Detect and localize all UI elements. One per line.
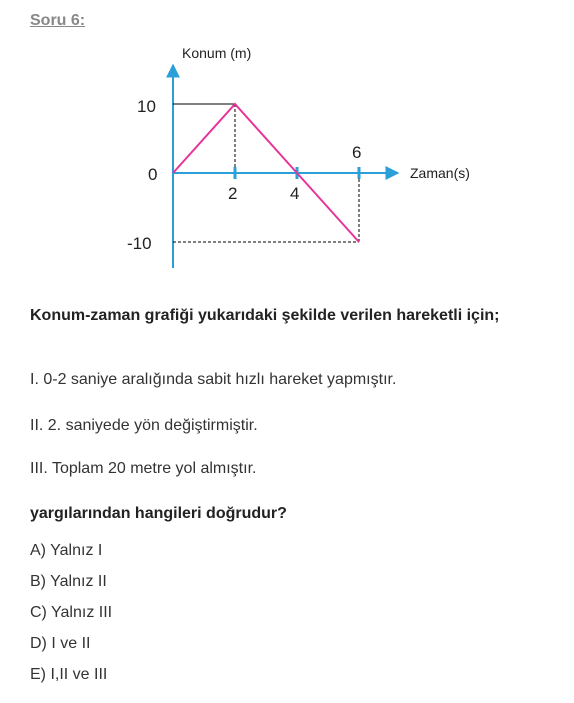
option-a[interactable]: A) Yalnız I	[30, 542, 103, 559]
question-stem: Konum-zaman grafiği yukarıdaki şekilde verilen hareketli için;	[30, 307, 500, 324]
y-axis-label: Konum (m)	[182, 45, 252, 61]
y-tick-label-neg10: -10	[127, 234, 152, 253]
option-c[interactable]: C) Yalnız III	[30, 604, 113, 621]
x-tick-label-6: 6	[352, 143, 362, 162]
x-axis-label: Zaman(s)	[410, 165, 470, 181]
question-ask: yargılarından hangileri doğrudur?	[30, 505, 287, 522]
option-b[interactable]: B) Yalnız II	[30, 573, 107, 590]
position-time-graph	[0, 0, 574, 290]
statement-1: I. 0-2 saniye aralığında sabit hızlı hareket yapmıştır.	[30, 371, 397, 388]
x-tick-label-4: 4	[290, 184, 300, 203]
option-e[interactable]: E) I,II ve III	[30, 666, 108, 683]
answer-options	[30, 542, 112, 697]
y-tick-label-10: 10	[137, 97, 156, 116]
question-title: Soru 6:	[30, 12, 86, 29]
statement-2: II. 2. saniyede yön değiştirmiştir.	[30, 417, 258, 434]
option-d[interactable]: D) I ve II	[30, 635, 91, 652]
x-tick-label-2: 2	[228, 184, 238, 203]
statement-3: III. Toplam 20 metre yol almıştır.	[30, 460, 257, 477]
y-tick-label-0: 0	[148, 165, 158, 184]
